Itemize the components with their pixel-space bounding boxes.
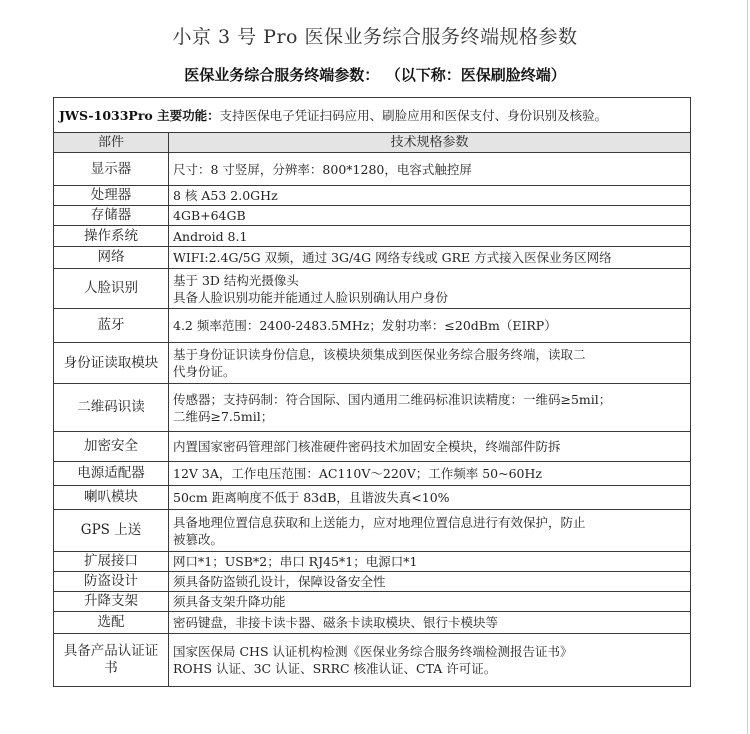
spec-line: 须具备防盗锁孔设计，保障设备安全性 [173, 574, 386, 589]
spec-line: 国家医保局 CHS 认证机构检测《医保业务综合服务终端检测报告证书》 [173, 644, 573, 659]
header-part: 部件 [54, 133, 169, 153]
part-cell: 选配 [54, 612, 169, 634]
spec-cell [169, 226, 691, 247]
part-cell: 蓝牙 [54, 309, 169, 343]
spec-cell [169, 510, 691, 552]
spec-cell [169, 486, 691, 510]
part-cell: 操作系统 [54, 226, 169, 247]
intro-cell [54, 98, 691, 133]
spec-cell [169, 612, 691, 634]
spec-line: 8 核 A53 2.0GHz [173, 188, 278, 203]
spec-line: 被篡改。 [173, 531, 224, 547]
subtitle-paren: （以下称：医保刷脸终端） [393, 66, 566, 84]
part-cell: 防盗设计 [54, 572, 169, 592]
model-label: JWS-1033Pro 主要功能： [59, 107, 220, 123]
part-cell: 升降支架 [54, 592, 169, 612]
spec-line: 尺寸：8 寸竖屏，分辨率：800*1280，电容式触控屏 [173, 161, 472, 177]
table-row [54, 486, 691, 510]
spec-cell [169, 432, 691, 462]
spec-line: 具备人脸识别功能并能通过人脸识别确认用户身份 [173, 289, 449, 305]
part-cell: 电源适配器 [54, 462, 169, 486]
table-row [54, 343, 691, 384]
spec-cell [169, 634, 691, 687]
table-row [54, 462, 691, 486]
spec-cell [169, 384, 691, 432]
spec-cell [169, 247, 691, 269]
spec-table [53, 97, 691, 687]
spec-line: 4.2 频率范围：2400-2483.5MHz；发射功率：≤20dBm（EIRP） [173, 318, 557, 333]
part-cell: 扩展接口 [54, 552, 169, 572]
spec-cell [169, 269, 691, 309]
spec-line: ROHS 认证、3C 认证、SRRC 核准认证、CTA 许可证。 [173, 661, 497, 676]
table-row [54, 592, 691, 612]
spec-line: 传感器；支持码制：符合国际、国内通用二维码标准识读精度：一维码≥5mil； [173, 391, 612, 407]
part-cell: 网络 [54, 247, 169, 269]
spec-cell [169, 552, 691, 572]
spec-line: 具备地理位置信息获取和上送能力，应对地理位置信息进行有效保护，防止 [173, 514, 586, 530]
page-edge-line [747, 0, 748, 734]
table-header-row [54, 133, 691, 153]
header-spec: 技术规格参数 [169, 133, 691, 153]
spec-cell [169, 206, 691, 226]
table-row [54, 186, 691, 206]
spec-line: 须具备支架升降功能 [173, 594, 286, 609]
document-subtitle [0, 64, 750, 85]
part-cell: 身份证读取模块 [54, 343, 169, 384]
spec-cell [169, 572, 691, 592]
subtitle-main: 医保业务综合服务终端参数： [184, 66, 380, 84]
table-row [54, 247, 691, 269]
spec-cell [169, 186, 691, 206]
table-row [54, 206, 691, 226]
spec-line: 基于 3D 结构光摄像头 [173, 272, 299, 288]
part-cell: 存储器 [54, 206, 169, 226]
table-row [54, 510, 691, 552]
table-row [54, 552, 691, 572]
spec-cell [169, 462, 691, 486]
spec-line: WIFI:2.4G/5G 双频，通过 3G/4G 网络专线或 GRE 方式接入医保业务区网络 [173, 250, 612, 265]
spec-line: 网口*1；USB*2；串口 RJ45*1；电源口*1 [173, 554, 418, 569]
spec-line: 代身份证。 [173, 364, 236, 379]
table-row [54, 153, 691, 186]
spec-cell [169, 153, 691, 186]
spec-line: 4GB+64GB [173, 208, 246, 223]
part-cell: 人脸识别 [54, 269, 169, 309]
spec-line: 密码键盘，非接卡读卡器、磁条卡读取模块、银行卡模块等 [173, 615, 499, 630]
spec-line: 二维码≥7.5mil； [173, 408, 274, 424]
spec-line: 基于身份证识读身份信息，该模块须集成到医保业务综合服务终端，读取二 [173, 347, 586, 362]
part-cell: GPS 上送 [54, 510, 169, 552]
intro-row [54, 98, 691, 133]
part-cell: 显示器 [54, 153, 169, 186]
spec-line: Android 8.1 [173, 228, 248, 244]
table-row [54, 226, 691, 247]
part-cell: 二维码识读 [54, 384, 169, 432]
spec-line: 50cm 距离响度不低于 83dB，且谐波失真<10% [173, 490, 450, 505]
part-cell: 具备产品认证证书 [54, 634, 169, 687]
table-row [54, 432, 691, 462]
intro-description: 支持医保电子凭证扫码应用、刷脸应用和医保支付、身份识别及核验。 [219, 107, 608, 123]
spec-line: 12V 3A，工作电压范围：AC110V～220V；工作频率 50~60Hz [173, 466, 542, 481]
table-row [54, 572, 691, 592]
spec-cell [169, 309, 691, 343]
table-row [54, 384, 691, 432]
table-row [54, 309, 691, 343]
part-cell: 加密安全 [54, 432, 169, 462]
document-title: 小京 3 号 Pro 医保业务综合服务终端规格参数 [172, 26, 578, 48]
spec-cell [169, 592, 691, 612]
spec-line: 内置国家密码管理部门核准硬件密码技术加固安全模块，终端部件防拆 [173, 439, 561, 454]
table-row [54, 612, 691, 634]
table-row [54, 634, 691, 687]
part-cell: 喇叭模块 [54, 486, 169, 510]
part-cell: 处理器 [54, 186, 169, 206]
spec-cell [169, 343, 691, 384]
table-row [54, 269, 691, 309]
